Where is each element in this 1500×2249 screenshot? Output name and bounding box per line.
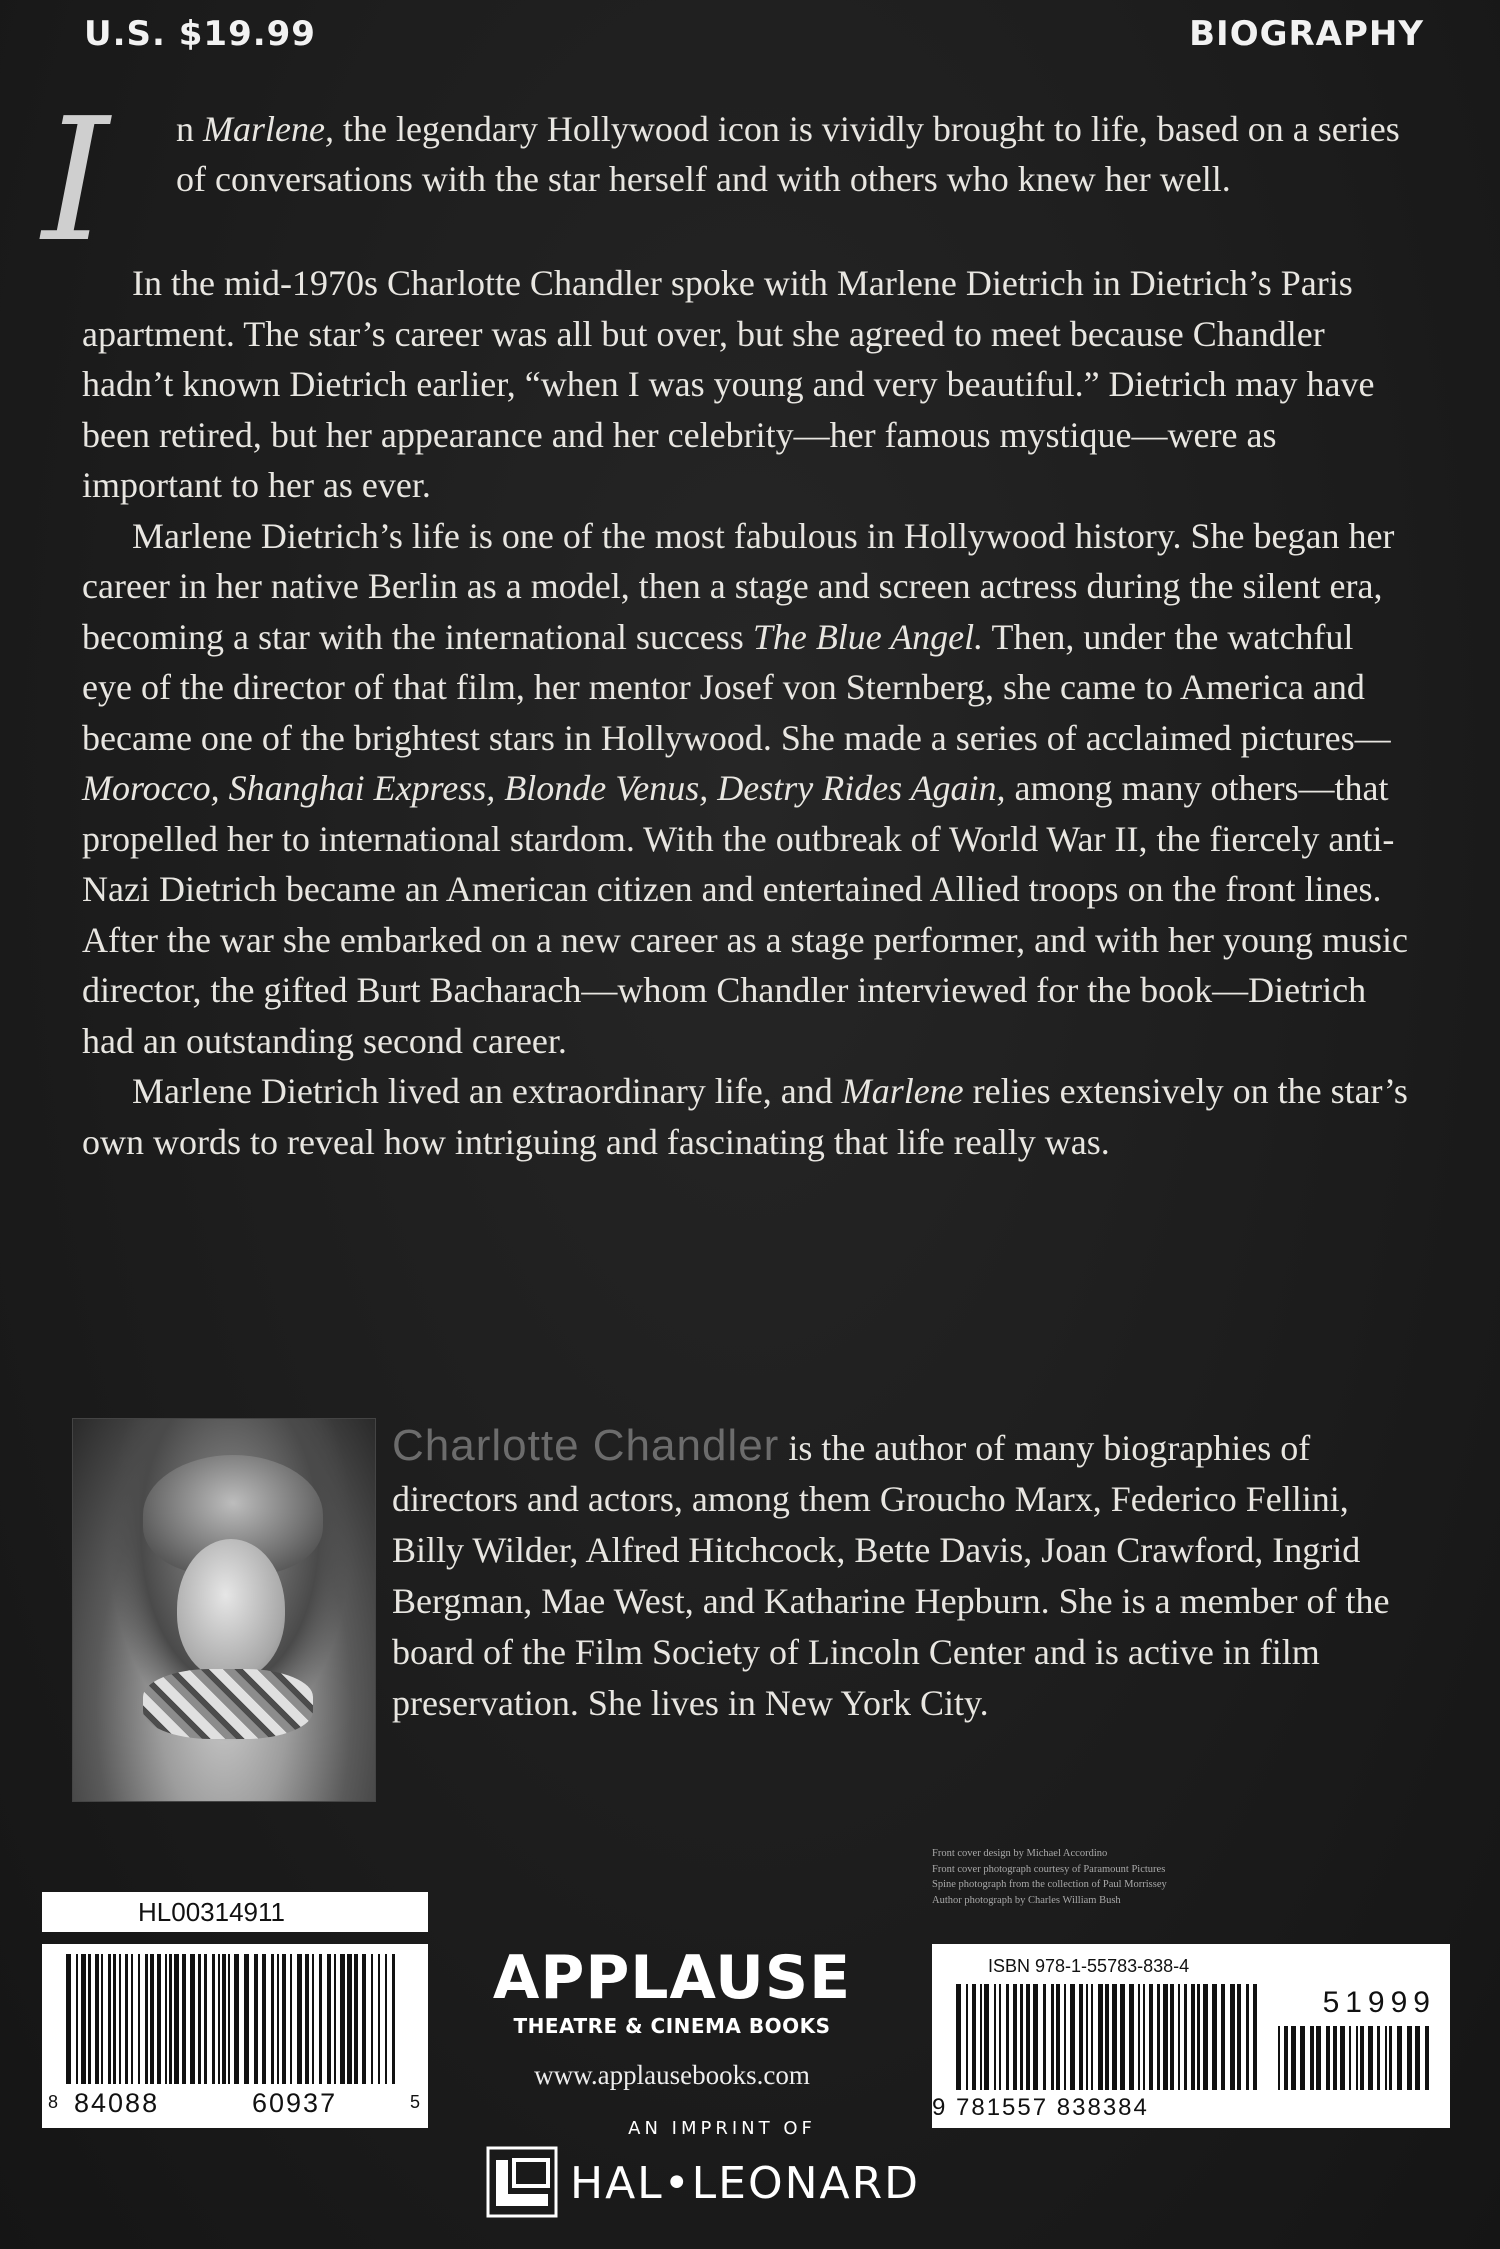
publisher-url: www.applausebooks.com	[534, 2060, 810, 2090]
barcode-bar	[244, 1954, 249, 2084]
barcode-bar	[271, 1954, 274, 2084]
barcode-bar	[1316, 2026, 1321, 2090]
barcode-bar	[1340, 2026, 1345, 2090]
barcode-bar	[1349, 2026, 1351, 2090]
credit-line: Front cover photograph courtesy of Paramount Pictures	[932, 1863, 1166, 1875]
author-bio-text: is the author of many biographies of directors and actors, among them Groucho Marx, Federico Fellini, Billy Wilder, Alfred Hitchcock, Bette Davis, Joan Crawford, Ingrid Bergman, Mae West, and Katharine Hepburn. She is a member of the board of the Film Society of Lincoln Center and is active in film preservation. She lives in New York City.	[392, 1428, 1390, 1723]
isbn-barcode	[932, 1944, 1450, 2128]
barcode-bar	[198, 1954, 201, 2084]
barcode-bar	[1149, 1984, 1153, 2090]
barcode-bar	[1112, 1984, 1117, 2090]
barcode-bar	[1120, 1984, 1125, 2090]
barcode-bar	[1197, 1984, 1200, 2090]
barcode-bar	[131, 1954, 133, 2084]
barcode-bar	[222, 1954, 226, 2084]
barcode-bar	[1221, 1984, 1225, 2090]
publisher-subtitle: THEATRE & CINEMA BOOKS	[513, 2014, 831, 2038]
barcode-bar	[1129, 1984, 1134, 2090]
barcode-bar	[150, 1954, 154, 2084]
upc-digit-right: 5	[410, 2092, 421, 2112]
barcode-bar	[1105, 1984, 1109, 2090]
description-body	[82, 258, 1412, 1167]
barcode-bar	[138, 1954, 140, 2084]
upc-digit-left: 8	[48, 2092, 59, 2112]
lead-text-1: n	[176, 109, 203, 149]
barcode-bar	[319, 1954, 322, 2084]
barcode-bar	[1326, 2026, 1330, 2090]
credit-line: Spine photograph from the collection of Paul Morrissey	[932, 1879, 1167, 1890]
barcode-bar	[1091, 1984, 1093, 2090]
barcode-bar	[327, 1954, 331, 2084]
barcode-bar	[994, 1984, 996, 2090]
barcode-bar	[76, 1954, 78, 2084]
barcode-bar	[362, 1954, 366, 2084]
barcode-bar	[1246, 1984, 1249, 2090]
author-name: Charlotte Chandler	[392, 1421, 780, 1470]
barcode-bar	[1056, 1984, 1060, 2090]
barcode-bar	[1051, 1984, 1054, 2090]
film-title-blue-angel: The Blue Angel.	[752, 616, 984, 657]
isbn-digits: 9 781557 838384	[932, 2094, 1149, 2121]
barcode-bar	[125, 1954, 128, 2084]
barcode-bar	[254, 1954, 258, 2084]
category-label: BIOGRAPHY	[1189, 14, 1424, 54]
upc-barcode	[42, 1944, 428, 2128]
barcode-bar	[169, 1954, 172, 2084]
barcode-bar	[1070, 1984, 1075, 2090]
barcode-bar	[1407, 2026, 1412, 2090]
lead-text-2: the legendary Hollywood icon is vividly brought to life, based on a series of conversations with the star herself and with others who knew her well.	[176, 109, 1400, 199]
barcode-bar	[1415, 2026, 1420, 2090]
barcode-bar	[190, 1954, 195, 2084]
barcode-bar	[1013, 1984, 1017, 2090]
barcode-bar	[182, 1954, 186, 2084]
barcode-bar	[378, 1954, 380, 2084]
paragraph-3-text-1: Marlene Dietrich’s life is one of the most fabulous in Hollywood history. She began her career in her native Berlin as a model, then a stage and screen actress during the silent era, becoming a star with the international success	[82, 515, 1395, 657]
barcode-bar	[1310, 2026, 1314, 2090]
publisher-logo	[472, 1943, 872, 2091]
paragraph-3	[82, 511, 1412, 1067]
barcode-bar	[1212, 1984, 1217, 2090]
hal-leonard-icon	[486, 2146, 558, 2218]
paragraph-4-text-1: Marlene Dietrich lived an extraordinary life, and	[132, 1071, 842, 1111]
barcode-bar	[392, 1954, 395, 2084]
barcode-bar	[1138, 1984, 1140, 2090]
credit-line: Author photograph by Charles William Bush	[932, 1894, 1121, 1906]
author-photo-scarf	[143, 1669, 313, 1739]
barcode-bar	[1157, 1984, 1160, 2090]
barcode-bar	[305, 1954, 309, 2084]
barcode-bar	[1143, 1984, 1145, 2090]
publisher-name: APPLAUSE	[492, 1943, 852, 2013]
isbn-price-code: 51999	[1322, 1986, 1436, 2019]
barcode-bar	[972, 1984, 976, 2090]
barcode-bar	[1163, 1984, 1168, 2090]
book-title: Marlene	[841, 1071, 964, 1111]
barcode-bar	[1333, 2026, 1337, 2090]
barcode-bar	[101, 1954, 103, 2084]
barcode-bar	[228, 1954, 230, 2084]
barcode-bar	[145, 1954, 148, 2084]
barcode-bar	[966, 1984, 968, 2090]
barcode-bar	[165, 1954, 167, 2084]
barcode-bar	[334, 1954, 336, 2084]
barcode-bar	[113, 1954, 116, 2084]
barcode-bar	[984, 1984, 989, 2090]
barcode-bar	[1020, 1984, 1023, 2090]
barcode-bar	[277, 1954, 279, 2084]
barcode-bar	[88, 1954, 91, 2084]
barcode-bar	[1178, 1984, 1180, 2090]
barcode-bar	[66, 1954, 71, 2084]
film-titles-list: Morocco, Shanghai Express, Blonde Venus, Destry Rides Again,	[82, 768, 1006, 808]
barcode-bar	[119, 1954, 121, 2084]
paragraph-2: In the mid-1970s Charlotte Chandler spoke with Marlene Dietrich in Dietrich’s Paris apartment. The star’s career was all but over, but she agreed to meet because Chandler hadn’t known Dietrich earlier, “when I was young and very beautiful.” Dietrich may have been retired, but her appearance and her celebrity—her famous mystique—were as important to her as ever.	[82, 263, 1375, 505]
credit-line: Front cover design by Michael Accordino	[932, 1848, 1108, 1859]
barcode-bar	[262, 1954, 266, 2084]
barcode-bar	[999, 1984, 1001, 2090]
barcode-bar	[1360, 2026, 1364, 2090]
barcode-bar	[1389, 2026, 1392, 2090]
hal-leonard-wordmark: HAL•LEONARD	[570, 2158, 921, 2209]
barcode-bar	[1033, 1984, 1038, 2090]
barcode-bar	[157, 1954, 161, 2084]
barcode-bar	[1043, 1984, 1046, 2090]
barcode-bar	[1170, 1984, 1174, 2090]
paragraph-4	[82, 1066, 1412, 1167]
barcode-bar	[1191, 1984, 1195, 2090]
barcode-bar	[980, 1984, 982, 2090]
barcode-bar	[1006, 1984, 1009, 2090]
barcode-bar	[1291, 2026, 1296, 2090]
imprint-line: AN IMPRINT OF	[628, 2118, 816, 2139]
barcode-bar	[1425, 2026, 1429, 2090]
photo-credits	[932, 1846, 1452, 1908]
paragraph-3-text-2: Then, under the watchful eye of the director of that film, her mentor Josef von Sternberg, she came to America and became one of the brightest stars in Hollywood. She made a series of acclaimed pictures—	[82, 616, 1391, 758]
barcode-bar	[1026, 1984, 1030, 2090]
barcode-bar	[1356, 2026, 1358, 2090]
barcode-bar	[95, 1954, 99, 2084]
barcode-bar	[1203, 1984, 1208, 2090]
barcode-bar	[1086, 1984, 1088, 2090]
barcode-bar	[1385, 2026, 1387, 2090]
barcode-bar	[290, 1954, 292, 2084]
price-label: U.S. $19.99	[84, 14, 316, 54]
barcode-bar	[385, 1954, 387, 2084]
paragraph-4-text-2: relies extensively on the star’s own words to reveal how intriguing and fascinating that life really was.	[82, 1071, 1408, 1162]
upc-digits-group1: 84088	[74, 2088, 160, 2118]
isbn-label: ISBN 978-1-55783-838-4	[988, 1956, 1190, 1976]
barcode-bar	[347, 1954, 352, 2084]
barcode-bar	[1397, 2026, 1402, 2090]
author-photo-face	[177, 1539, 285, 1679]
barcode-bar	[1377, 2026, 1380, 2090]
barcode-bar	[312, 1954, 314, 2084]
barcode-bar	[1079, 1984, 1083, 2090]
barcode-bar	[1278, 2026, 1280, 2090]
barcode-bar	[297, 1954, 302, 2084]
barcode-bar	[956, 1984, 961, 2090]
barcode-bar	[1253, 1984, 1257, 2090]
barcode-bar	[218, 1954, 220, 2084]
barcode-bar	[1300, 2026, 1305, 2090]
paragraph-3-text-3: among many others—that propelled her to international stardom. With the outbreak of World War II, the fiercely anti-Nazi Dietrich became an American citizen and entertained Allied troops on the front lines. After the war she embarked on a new career as a stage performer, and with her young music director, the gifted Burt Bacharach—whom Chandler interviewed for the book—Dietrich had an outstanding second career.	[82, 768, 1409, 1061]
lead-paragraph	[176, 104, 1406, 204]
barcode-bar	[204, 1954, 207, 2084]
barcode-bar	[282, 1954, 286, 2084]
barcode-bar	[1368, 2026, 1373, 2090]
barcode-bar	[234, 1954, 239, 2084]
barcode-bar	[340, 1954, 345, 2084]
barcode-bar	[1230, 1984, 1235, 2090]
barcode-bar	[1237, 1984, 1241, 2090]
barcode-bar	[1284, 2026, 1288, 2090]
barcode-bar	[1184, 1984, 1187, 2090]
barcode-bar	[1098, 1984, 1103, 2090]
hal-leonard-logo	[486, 2146, 926, 2218]
barcode-bar	[371, 1954, 373, 2084]
barcode-bar	[354, 1954, 358, 2084]
barcode-bar	[108, 1954, 111, 2084]
barcode-bar	[1064, 1984, 1066, 2090]
item-code-label: HL00314911	[42, 1892, 428, 1932]
author-bio	[392, 1420, 1422, 1729]
barcode-bar	[81, 1954, 86, 2084]
barcode-bar	[212, 1954, 215, 2084]
upc-digits-group2: 60937	[252, 2088, 338, 2118]
author-photo	[72, 1418, 376, 1802]
lead-title: Marlene,	[203, 109, 334, 149]
barcode-bar	[174, 1954, 179, 2084]
drop-cap: I	[42, 82, 110, 280]
